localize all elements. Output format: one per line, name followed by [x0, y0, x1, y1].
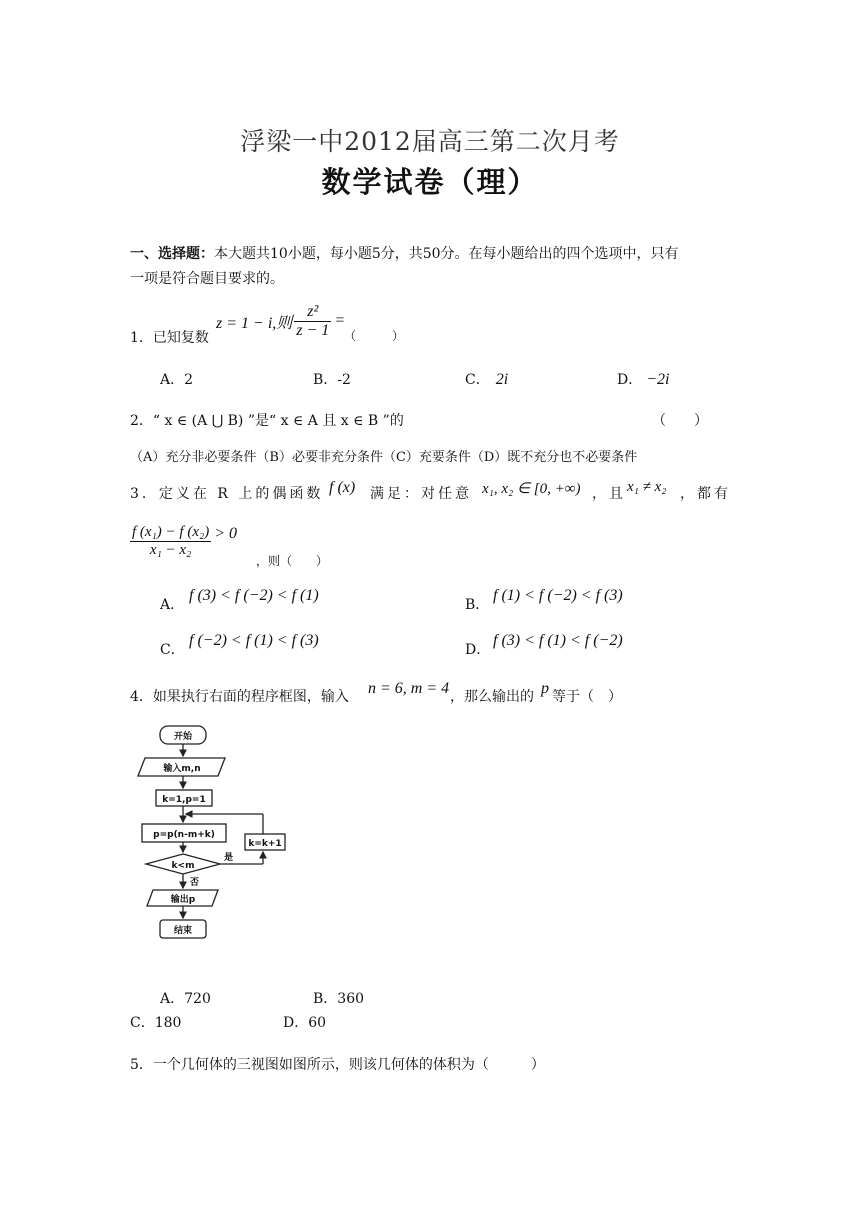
- q3-fx: f (x): [329, 479, 356, 496]
- q1-formula: [216, 296, 345, 346]
- q4-option-d: D．60: [283, 1015, 327, 1031]
- exam-subtitle: 数学试卷（理）: [321, 165, 539, 199]
- q4-stem-part1: 4．如果执行右面的程序框图，输入: [130, 689, 349, 705]
- q4-option-b: B．360: [313, 991, 365, 1007]
- section-heading: 一、选择题：: [130, 246, 214, 262]
- flow-init-label: k=1,p=1: [162, 795, 206, 805]
- q3-option-c-text: f (−2) < f (1) < f (3): [189, 632, 319, 649]
- q5-stem: 5．一个几何体的三视图如图所示，则该几何体的体积为（ ）: [130, 1057, 545, 1073]
- flow-yes-label: 是: [224, 853, 234, 863]
- section-intro-line1: [130, 243, 679, 263]
- section-intro-text: 本大题共10小题，每小题5分，共50分。在每小题给出的四个选项中，只有: [214, 246, 679, 262]
- q3-frac-den: x₁ − x₂: [149, 541, 192, 558]
- q1-option-a: A．2: [160, 372, 194, 388]
- q2-blank: （ ）: [652, 413, 708, 429]
- q3-option-a-text: f (3) < f (−2) < f (1): [189, 587, 319, 604]
- q3-then: ，则（ ）: [256, 554, 329, 568]
- q4-stem-part3: 等于（ ）: [552, 689, 622, 705]
- q4-option-a: A．720: [160, 991, 211, 1007]
- section-intro-line2: 一项是符合题目要求的。: [130, 271, 284, 287]
- q2-options: （A）充分非必要条件（B）必要非充分条件（C）充要条件（D）既不充分也不必要条件: [130, 450, 638, 465]
- flow-output-label: 输出p: [170, 895, 196, 905]
- q3-option-a: A．: [160, 597, 185, 613]
- q1-equals: =: [334, 312, 346, 329]
- q3-frac-num: f (x₁) − f (x₂): [132, 523, 210, 540]
- q3-stem-part2: 满足：对任意: [370, 486, 472, 502]
- flow-start-label: 开始: [173, 732, 193, 742]
- q3-and: ，且: [592, 486, 626, 502]
- q4-p: p: [541, 680, 549, 697]
- q3-fraction: [130, 524, 211, 559]
- q4-option-c: C．180: [130, 1015, 182, 1031]
- q3-option-d: D．: [465, 642, 491, 658]
- q1-frac-den: z − 1: [296, 321, 330, 339]
- q1-frac-num: z²: [294, 303, 331, 322]
- q4-flowchart: [120, 718, 300, 950]
- q3-stem-part1: 3．定义在 R 上的偶函数: [130, 486, 324, 502]
- flow-condition-label: k<m: [171, 861, 195, 871]
- q3-option-b: B．: [465, 597, 490, 613]
- q1-prefix: 1．已知复数: [130, 330, 209, 346]
- q3-all: ，都有: [680, 486, 731, 502]
- q1-fraction: [294, 303, 331, 340]
- flow-increment-label: k=k+1: [248, 839, 282, 849]
- flow-no-label: 否: [190, 878, 200, 888]
- q3-gt: > 0: [214, 525, 237, 542]
- q1-formula-lead: z = 1 − i,则: [216, 314, 293, 332]
- q1-option-d: D． −2i: [617, 371, 670, 388]
- q4-stem-part2: ，那么输出的: [450, 689, 534, 705]
- flow-end-label: 结束: [173, 926, 193, 936]
- q2-stem: 2．“ x ∈ (A ⋃ B) ”是“ x ∈ A 且 x ∈ B ”的: [130, 413, 404, 429]
- exam-title: 浮梁一中2012届高三第二次月考: [240, 127, 620, 156]
- q3-inequality: [130, 518, 237, 564]
- q3-condition: x₁, x₂ ∈ [0, +∞): [482, 481, 581, 497]
- q1-blank: （ ）: [344, 329, 405, 343]
- q3-option-d-text: f (3) < f (1) < f (−2): [493, 632, 623, 649]
- q1-option-c: C． 2i: [465, 371, 509, 388]
- q4-inputs: n = 6, m = 4: [368, 680, 450, 697]
- q1-option-b: B．-2: [313, 372, 351, 388]
- q3-option-b-text: f (1) < f (−2) < f (3): [493, 587, 623, 604]
- q3-option-c: C．: [160, 642, 185, 658]
- q3-neq: x₁ ≠ x₂: [627, 479, 667, 495]
- flow-process-label: p=p(n-m+k): [153, 830, 215, 840]
- flow-input-label: 输入m,n: [163, 764, 201, 774]
